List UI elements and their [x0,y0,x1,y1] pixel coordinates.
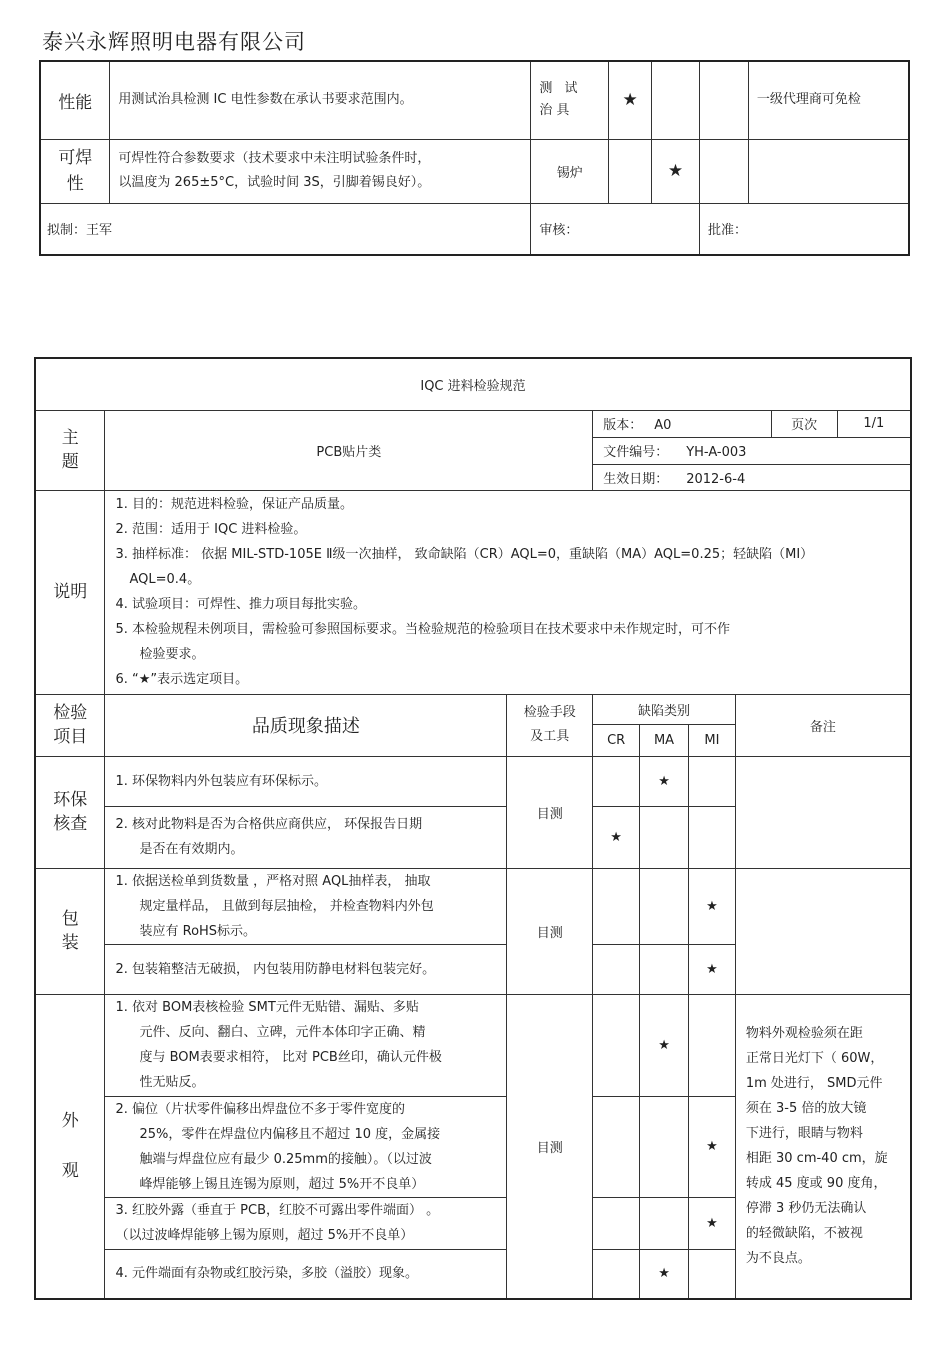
cr-mark [593,1096,640,1197]
iqc-spec-table [34,357,912,1300]
cr-mark: ★ [593,806,640,868]
mi-mark [688,756,735,806]
top-inspection-table [39,60,910,256]
header-cr: CR [593,724,640,756]
ma-mark [640,868,689,944]
cr-mark [593,868,640,944]
top-row-solderability [40,139,909,203]
table-row [35,756,911,806]
top-row-performance [40,61,909,139]
mi-mark [688,1249,735,1299]
top-mi [700,139,749,203]
ma-mark: ★ [640,756,689,806]
ma-mark [640,1197,689,1249]
mi-mark: ★ [688,1096,735,1197]
row-desc: 2. 包装箱整洁无破损， 内包装用防静电材料包装完好。 [105,944,507,994]
cr-mark [593,756,640,806]
mi-mark: ★ [688,944,735,994]
top-desc: 可焊性符合参数要求（技术要求中未注明试验条件时， 以温度为 265±5°C，试验时间 3S，引脚着锡良好）。 [110,139,531,203]
top-ma: ★ [652,139,700,203]
ma-mark [640,1096,689,1197]
ma-mark: ★ [640,1249,689,1299]
version-cell: 版本： A0 [593,410,772,437]
mi-mark: ★ [688,1197,735,1249]
spec-title: IQC 进料检验规范 [35,358,911,410]
subject-label: 主题 [35,410,105,490]
top-cr: ★ [609,61,652,139]
group-tool: 目测 [507,868,593,994]
signature-row [40,203,909,255]
page-label: 页次 [771,410,837,437]
group-note: 物料外观检验须在距 正常日光灯下（ 60W， 1m 处进行， SMD元件 须在 3-5 倍的放大镜 下进行，眼睛与物料 相距 30 cm-40 cm，旋 转成 45 度或 90 度角， 停滞 3 秒仍无法确认 的轻微缺陷，不被视 为不良点。 [735,994,911,1299]
group-name: 包装 [35,868,105,994]
top-ma [652,61,700,139]
explain-text: 1. 目的：规范进料检验，保证产品质量。 2. 范围：适用于 IQC 进料检验。 3. 抽样标准： 依据 MIL-STD-105E Ⅱ级一次抽样， 致命缺陷（CR）AQL=0，重缺陷（MA）AQL=0.25；轻缺陷（MI） AQL=0.4。 4. 试验项目：可焊性、推力项目每批实验。 5. 本检验规程未例项目，需检验可参照国标要求。当检验规范的检验项目在技术要求中未作规定时，可不作 检验要求。 6. “★”表示选定项目。 [105,490,911,694]
top-item: 性能 [40,61,110,139]
header-mi: MI [688,724,735,756]
cr-mark [593,944,640,994]
top-desc: 用测试治具检测 IC 电性参数在承认书要求范围内。 [110,61,531,139]
table-row [35,994,911,1096]
top-note: 一级代理商可免检 [748,61,909,139]
row-desc: 3. 红胶外露（垂直于 PCB，红胶不可露出零件端面） 。 （以过波峰焊能够上锡为原则，超过 5%开不良单） [105,1197,507,1249]
row-desc: 1. 依据送检单到货数量 ，严格对照 AQL抽样表， 抽取 规定量样品， 且做到每层抽检， 并检查物料内外包 装应有 RoHS标示。 [105,868,507,944]
row-desc: 2. 核对此物料是否为合格供应商供应， 环保报告日期 是否在有效期内。 [105,806,507,868]
header-defect: 缺陷类别 [593,694,736,724]
group-tool: 目测 [507,756,593,868]
top-note [748,139,909,203]
row-desc: 1. 依对 BOM表核检验 SMT元件无贴错、漏贴、多贴 元件、反向、翻白、立碑，元件本体印字正确、精 度与 BOM表要求相符， 比对 PCB丝印，确认元件极 性无贴反。 [105,994,507,1096]
header-item: 检验项目 [35,694,105,756]
row-desc: 1. 环保物料内外包装应有环保标示。 [105,756,507,806]
drafted-by: 拟制：王军 [40,203,531,255]
ma-mark [640,944,689,994]
company-name: 泰兴永辉照明电器有限公司 [42,30,306,54]
reviewed-by: 审核： [531,203,700,255]
top-tool: 锡炉 [531,139,609,203]
subject-value: PCB贴片类 [105,410,593,490]
approved-by: 批准： [700,203,910,255]
ma-mark: ★ [640,994,689,1096]
explain-label: 说明 [35,490,105,694]
mi-mark: ★ [688,868,735,944]
group-name: 环保核查 [35,756,105,868]
doc-no-cell: 文件编号： YH-A-003 [593,437,911,464]
row-desc: 2. 偏位（片状零件偏移出焊盘位不多于零件宽度的 25%，零件在焊盘位内偏移且不超过 10 度，金属接 触端与焊盘位应有最少 0.25mm的接触）。（以过波 峰焊能够上锡且连锡为原则，超过 5%开不良单） [105,1096,507,1197]
ma-mark [640,806,689,868]
top-item: 可焊性 [40,139,110,203]
group-note [735,868,911,994]
top-cr [609,139,652,203]
group-note [735,756,911,868]
date-cell: 生效日期： 2012-6-4 [593,464,911,490]
page-value: 1/1 [837,410,911,437]
table-row [35,868,911,944]
row-desc: 4. 元件端面有杂物或红胶污染，多胶（溢胶）现象。 [105,1249,507,1299]
mi-mark [688,806,735,868]
cr-mark [593,994,640,1096]
group-tool: 目测 [507,994,593,1299]
top-mi [700,61,749,139]
header-desc: 品质现象描述 [105,694,507,756]
header-ma: MA [640,724,689,756]
mi-mark [688,994,735,1096]
cr-mark [593,1249,640,1299]
cr-mark [593,1197,640,1249]
header-note: 备注 [735,694,911,756]
group-name: 外观 [35,994,105,1299]
header-tool: 检验手段及工具 [507,694,593,756]
top-tool: 测 试 治具 [531,61,609,139]
